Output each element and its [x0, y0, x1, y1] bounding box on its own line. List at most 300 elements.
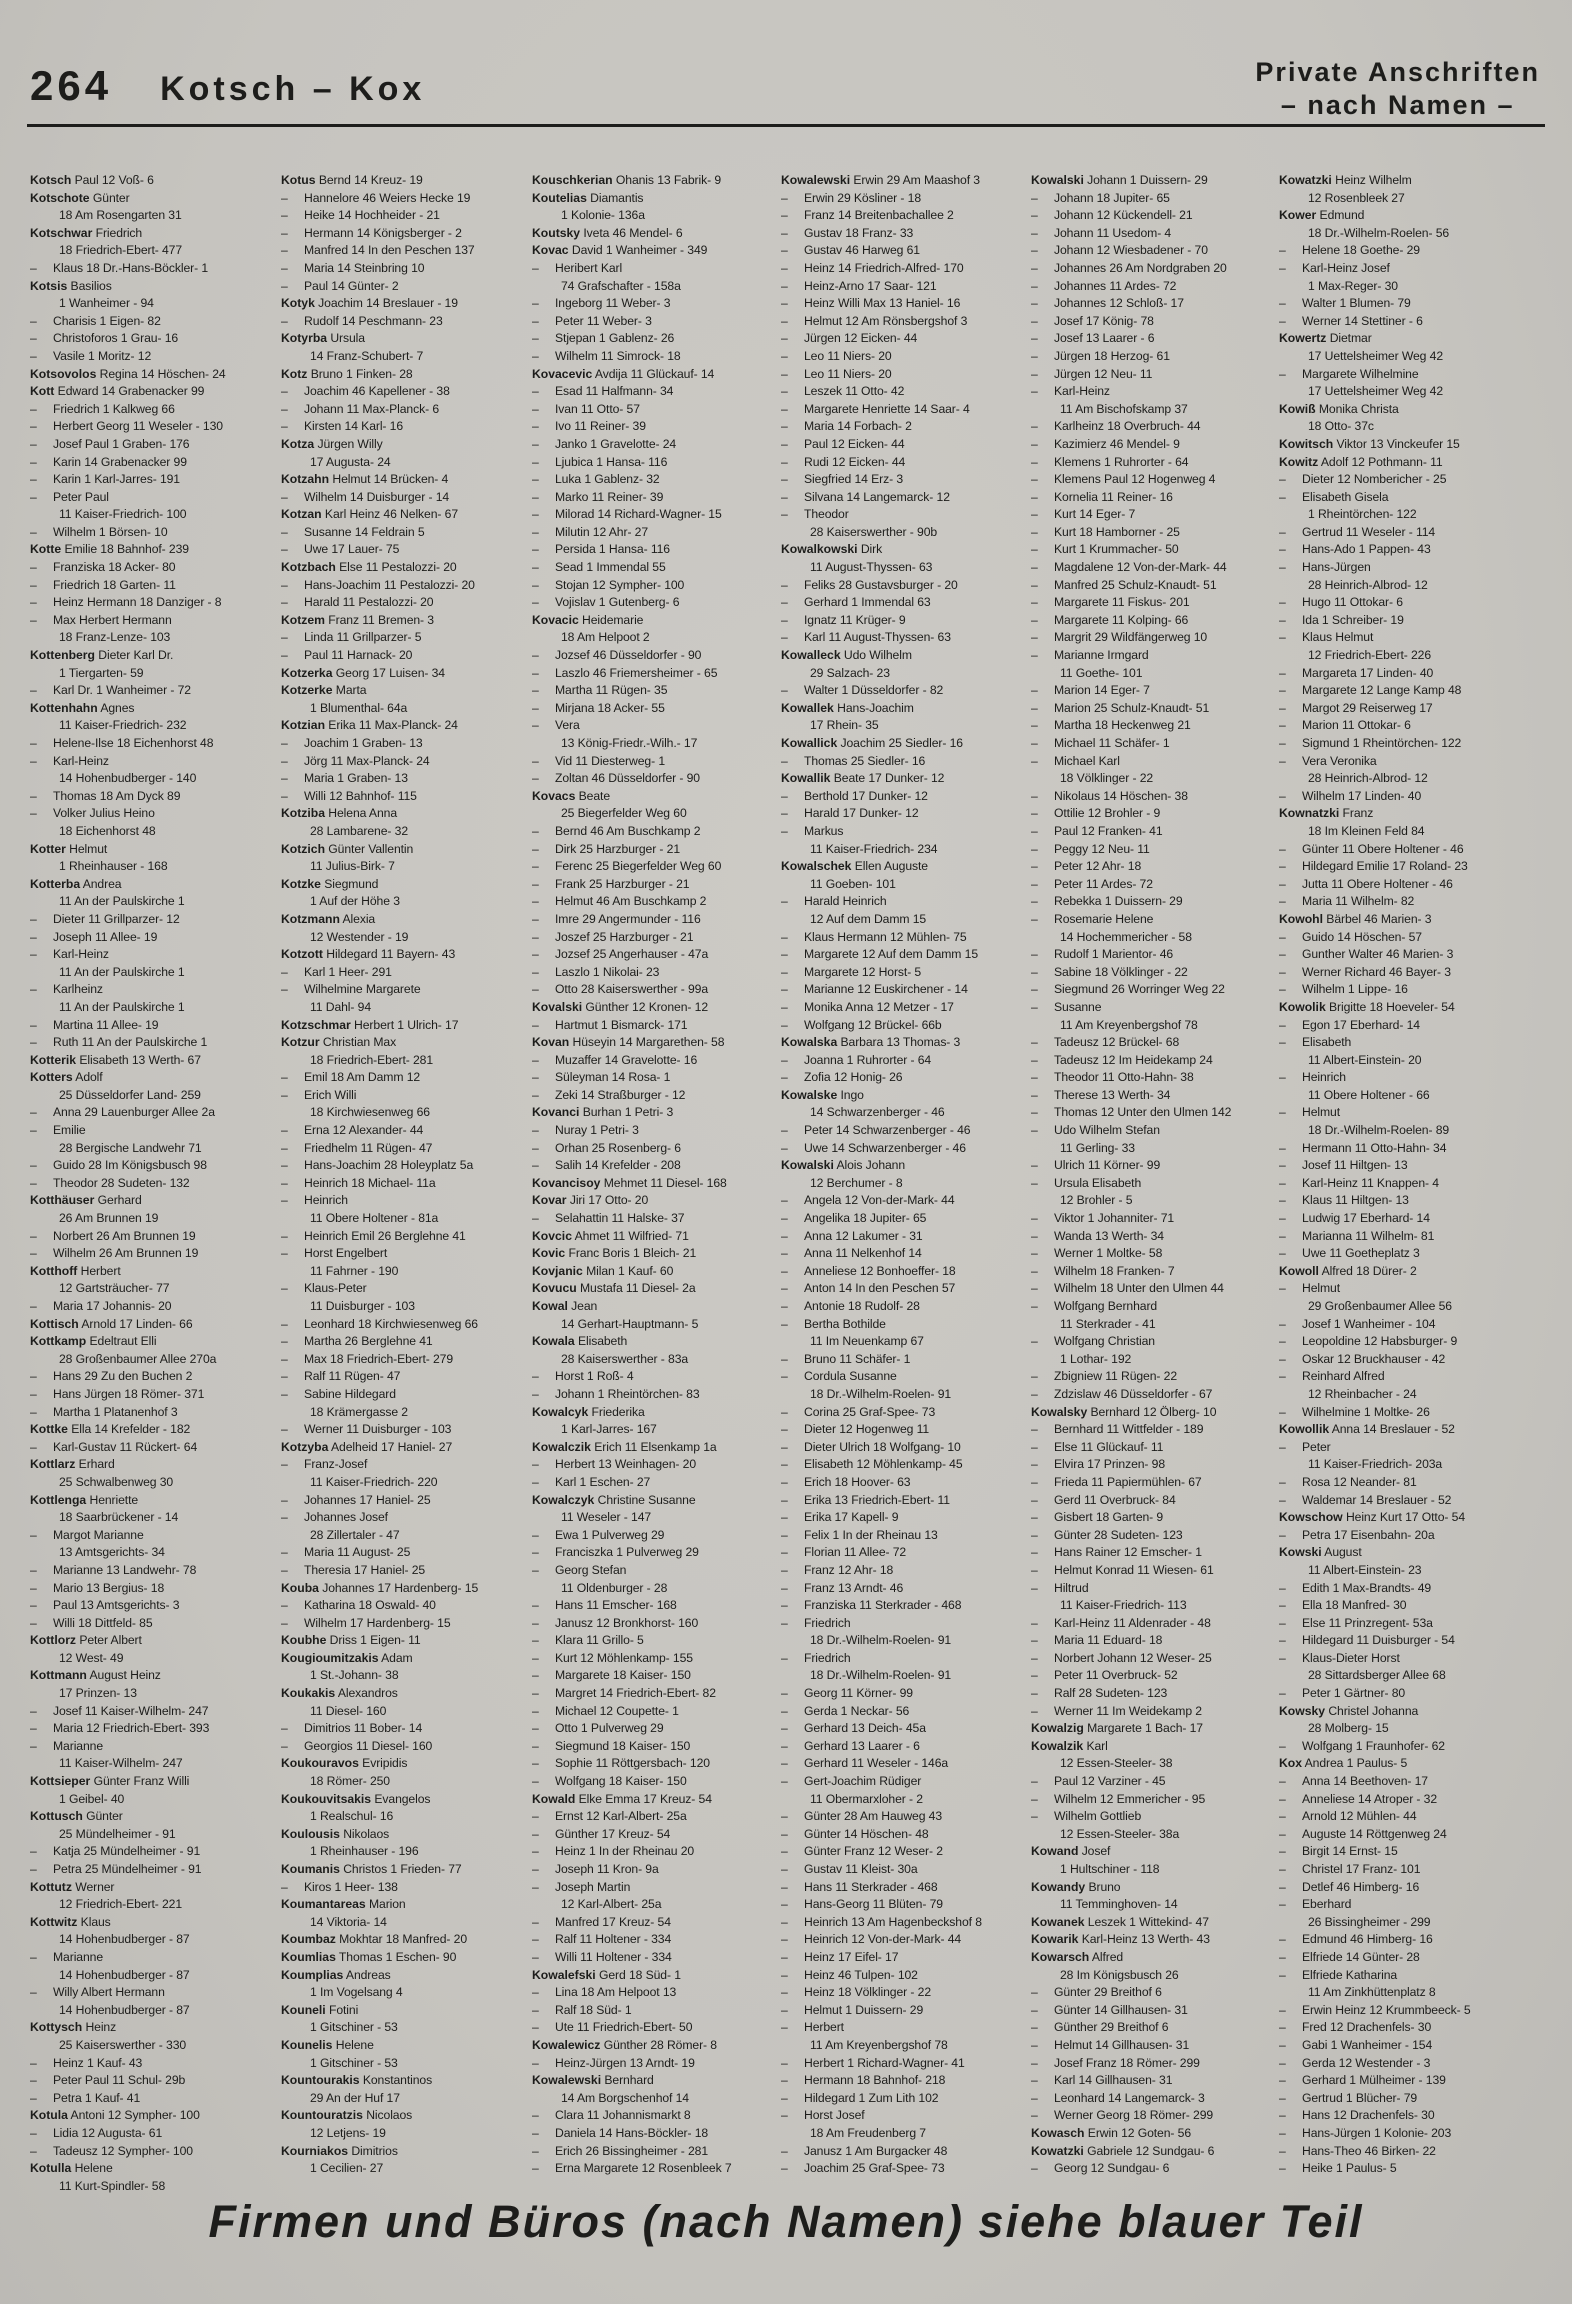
directory-entry: – Silvana 14 Langemarck- 12: [781, 489, 950, 504]
directory-entry: 1 Hultschiner - 118: [1060, 1862, 1160, 1876]
directory-entry: 11 Kaiser-Friedrich- 203a: [1308, 1457, 1443, 1472]
directory-entry: – Nikolaus 14 Höschen- 38: [1031, 788, 1188, 803]
directory-entry: – Wilhelm 26 Am Brunnen 19: [30, 1246, 199, 1261]
directory-entry: – Erwin 29 Kösliner - 18: [781, 190, 922, 205]
directory-entry: – Zofia 12 Honig- 26: [781, 1070, 903, 1085]
directory-entry: Kovalski Günther 12 Kronen- 12: [532, 999, 708, 1014]
directory-entry: – Herbert: [781, 2020, 844, 2035]
directory-entry: – Josef Paul 1 Graben- 176: [30, 436, 190, 451]
directory-entry: 17 Uettelsheimer Weg 42: [1308, 384, 1443, 399]
directory-entry: – Günter 29 Breithof 6: [1031, 1985, 1162, 2000]
directory-entry: Kowalewski Erwin 29 Am Maashof 3: [781, 173, 980, 187]
directory-entry: 11 Kurt-Spindler- 58: [59, 2178, 166, 2193]
directory-entry: 28 Sittardsberger Allee 68: [1308, 1668, 1446, 1683]
directory-entry: – Egon 17 Eberhard- 14: [1279, 1017, 1420, 1032]
directory-entry: – Karl-Heinz Josef: [1279, 260, 1390, 275]
directory-entry: – Franziska 11 Sterkrader - 468: [781, 1598, 962, 1613]
directory-entry: – Siegfried 14 Erz- 3: [781, 472, 904, 487]
directory-entry: 17 Rhein- 35: [810, 718, 879, 733]
directory-entry: – Heinrich 18 Michael- 11a: [281, 1175, 436, 1190]
directory-entry: 12 Karl-Albert- 25a: [561, 1897, 662, 1912]
directory-entry: – Hildegard 1 Zum Lith 102: [781, 2090, 939, 2105]
directory-entry: Kovacs Beate: [532, 788, 610, 803]
directory-entry: 11 Am Zinkhüttenplatz 8: [1308, 1985, 1436, 2000]
directory-entry: – Wolfgang 18 Kaiser- 150: [532, 1774, 687, 1789]
directory-entry: Kowandy Bruno: [1031, 1879, 1121, 1894]
page-number: 264: [30, 62, 113, 109]
directory-entry: – Janko 1 Gravelotte- 24: [532, 436, 677, 451]
directory-entry: – Friedrich 18 Garten- 11: [30, 577, 176, 592]
directory-entry: – Kirsten 14 Karl- 16: [281, 419, 404, 434]
directory-entry: – Ralf 11 Rügen- 47: [281, 1369, 401, 1384]
directory-entry: – Herbert 1 Richard-Wagner- 41: [781, 2055, 965, 2070]
directory-entry: – Wanda 13 Werth- 34: [1031, 1228, 1164, 1243]
directory-entry: – Paul 13 Amtsgerichts- 3: [30, 1598, 180, 1613]
directory-entry: – Johann 11 Max-Planck- 6: [281, 401, 439, 416]
directory-column: [532, 172, 778, 2178]
directory-entry: Koumbaz Mokhtar 18 Manfred- 20: [281, 1932, 467, 1947]
directory-entry: 28 Heinrich-Albrod- 12: [1308, 771, 1428, 786]
directory-entry: – Markus: [781, 823, 844, 838]
directory-entry: – Günter 14 Höschen- 48: [781, 1826, 929, 1841]
directory-entry: – Felix 1 In der Rheinau 13: [781, 1527, 938, 1542]
directory-entry: Kotula Antoni 12 Sympher- 100: [30, 2108, 200, 2123]
directory-entry: – Wolfgang Christian: [1031, 1334, 1155, 1349]
directory-entry: – Wolfgang 12 Brückel- 66b: [781, 1017, 942, 1032]
directory-entry: – Friedhelm 11 Rügen- 47: [281, 1140, 433, 1155]
directory-entry: – Kiros 1 Heer- 138: [281, 1879, 398, 1894]
page-name-range: Kotsch – Kox: [160, 70, 426, 108]
directory-entry: 18 Dr.-Wilhelm-Roelen- 56: [1308, 225, 1450, 240]
directory-entry: – Johannes 11 Ardes- 72: [1031, 278, 1177, 293]
directory-entry: Kotzmann Alexia: [281, 911, 376, 926]
directory-entry: 18 Kirchwiesenweg 66: [310, 1105, 430, 1120]
directory-entry: – Heinz Willi Max 13 Haniel- 16: [781, 296, 961, 311]
directory-entry: – Manfred 17 Kreuz- 54: [532, 1914, 671, 1929]
directory-entry: 11 Am Bischofskamp 37: [1060, 401, 1188, 416]
directory-entry: – Mirjana 18 Acker- 55: [532, 700, 665, 715]
directory-entry: – Norbert 26 Am Brunnen 19: [30, 1228, 196, 1243]
directory-entry: – Ernst 12 Karl-Albert- 25a: [532, 1809, 687, 1824]
directory-entry: – Karl 11 August-Thyssen- 63: [781, 630, 951, 645]
directory-entry: Kowarsch Alfred: [1031, 1949, 1124, 1964]
directory-entry: – Wilhelm 1 Börsen- 10: [30, 524, 168, 539]
directory-entry: – Leo 11 Niers- 20: [781, 348, 892, 363]
directory-entry: 12 Friedrich-Ebert- 221: [59, 1897, 183, 1912]
directory-entry: Kowalsky Bernhard 12 Ölberg- 10: [1031, 1404, 1217, 1419]
directory-entry: – Helmut 1 Duissern- 29: [781, 2002, 924, 2017]
directory-entry: – Hildegard 11 Duisburger - 54: [1279, 1633, 1455, 1648]
directory-entry: 1 Gitschiner - 53: [310, 2055, 398, 2070]
directory-entry: Kowalewski Bernhard: [532, 2073, 654, 2088]
directory-entry: – Johann 12 Wiesbadener - 70: [1031, 243, 1208, 258]
directory-entry: – Peter Paul: [30, 489, 109, 504]
directory-entry: Kotzerke Marta: [281, 683, 367, 698]
directory-entry: – Franz-Josef: [281, 1457, 368, 1472]
directory-entry: Kougioumitzakis Adam: [281, 1650, 413, 1665]
directory-entry: – Paul 12 Franken- 41: [1031, 823, 1163, 838]
directory-entry: 18 Dr.-Wilhelm-Roelen- 91: [810, 1386, 952, 1401]
directory-entry: 18 Römer- 250: [310, 1774, 390, 1789]
directory-entry: – Wilhelm 11 Simrock- 18: [532, 348, 681, 363]
directory-entry: – Guido 14 Höschen- 57: [1279, 929, 1422, 944]
directory-entry: Kowsky Christel Johanna: [1279, 1703, 1419, 1718]
directory-entry: – Hermann 11 Otto-Hahn- 34: [1279, 1140, 1447, 1155]
directory-entry: – Klaus Helmut: [1279, 630, 1374, 645]
directory-entry: Kotyk Joachim 14 Breslauer - 19: [281, 296, 458, 311]
directory-entry: – Karl-Gustav 11 Rückert- 64: [30, 1439, 198, 1454]
directory-entry: – Margarete Wilhelmine: [1279, 366, 1419, 381]
directory-entry: – Helmut 46 Am Buschkamp 2: [532, 894, 707, 909]
directory-entry: Kowald Elke Emma 17 Kreuz- 54: [532, 1791, 712, 1806]
directory-entry: – Johann 1 Rheintörchen- 83: [532, 1386, 700, 1401]
directory-entry: – Heinrich 13 Am Hagenbeckshof 8: [781, 1914, 982, 1929]
directory-entry: – Petra 1 Kauf- 41: [30, 2090, 141, 2105]
directory-entry: – Hans-Ado 1 Pappen- 43: [1279, 542, 1431, 557]
directory-entry: 28 Bergische Landwehr 71: [59, 1140, 202, 1155]
directory-entry: – Marianna 11 Wilhelm- 81: [1279, 1228, 1435, 1243]
directory-entry: – Ute 11 Friedrich-Ebert- 50: [532, 2020, 693, 2035]
directory-entry: 1 Im Vogelsang 4: [310, 1985, 403, 2000]
directory-entry: 11 Kaiser-Friedrich- 234: [810, 841, 938, 856]
directory-entry: Kounelis Helene: [281, 2037, 374, 2052]
directory-entry: – Johann 12 Kückendell- 21: [1031, 208, 1193, 223]
section-title: Private Anschriften: [1255, 57, 1540, 87]
directory-entry: – Johannes 17 Haniel- 25: [281, 1492, 431, 1507]
directory-entry: – Hans Jürgen 18 Römer- 371: [30, 1386, 205, 1401]
directory-entry: – Persida 1 Hansa- 116: [532, 542, 670, 557]
directory-entry: – Marion 11 Ottokar- 6: [1279, 718, 1411, 733]
directory-entry: Kowalcyk Friederika: [532, 1404, 645, 1419]
directory-entry: 18 Dr.-Wilhelm-Roelen- 91: [810, 1668, 952, 1683]
directory-entry: Kotte Emilie 18 Bahnhof- 239: [30, 542, 189, 557]
directory-entry: – Franciszka 1 Pulverweg 29: [532, 1545, 699, 1560]
directory-entry: Kovar Jiri 17 Otto- 20: [532, 1193, 649, 1208]
directory-entry: – Georg 12 Sundgau- 6: [1031, 2161, 1170, 2176]
directory-entry: – Max 18 Friedrich-Ebert- 279: [281, 1351, 454, 1366]
directory-entry: – Norbert Johann 12 Weser- 25: [1031, 1650, 1212, 1665]
directory-entry: – Horst Josef: [781, 2108, 865, 2123]
page-header-right: [1255, 56, 1540, 122]
directory-entry: – Kurt 12 Möhlenkamp- 155: [532, 1650, 693, 1665]
directory-entry: – Marion 14 Eger- 7: [1031, 683, 1150, 698]
directory-entry: – Thomas 18 Am Dyck 89: [30, 788, 181, 803]
directory-entry: – Lina 18 Am Helpoot 13: [532, 1985, 677, 2000]
directory-entry: Kowalska Barbara 13 Thomas- 3: [781, 1035, 961, 1050]
directory-entry: – Ruth 11 An der Paulskirche 1: [30, 1035, 208, 1050]
directory-entry: – Ivan 11 Otto- 57: [532, 401, 640, 416]
directory-entry: – Karl Dr. 1 Wanheimer - 72: [30, 683, 191, 698]
directory-entry: – Margarete 11 Fiskus- 201: [1031, 595, 1190, 610]
directory-entry: 1 Auf der Höhe 3: [310, 894, 400, 909]
directory-entry: – Jozsef 25 Angerhauser - 47a: [532, 947, 709, 962]
directory-entry: – Otto 1 Pulverweg 29: [532, 1721, 664, 1736]
directory-entry: – Günter 14 Gillhausen- 31: [1031, 2002, 1188, 2017]
directory-entry: Kotyrba Ursula: [281, 331, 365, 346]
directory-entry: Kox Andrea 1 Paulus- 5: [1279, 1756, 1408, 1771]
directory-entry: – Manfred 14 In den Peschen 137: [281, 243, 475, 258]
directory-entry: 11 Kaiser-Friedrich- 100: [59, 507, 187, 522]
directory-entry: 11 An der Paulskirche 1: [59, 999, 185, 1014]
directory-entry: – Maria 12 Friedrich-Ebert- 393: [30, 1721, 210, 1736]
directory-entry: – Bernhard 11 Wittfelder - 189: [1031, 1422, 1204, 1437]
directory-entry: – Milorad 14 Richard-Wagner- 15: [532, 507, 722, 522]
directory-entry: – Dieter 11 Grillparzer- 12: [30, 911, 180, 926]
directory-entry: – Theodor 28 Sudeten- 132: [30, 1175, 190, 1190]
directory-entry: – Ralf 28 Sudeten- 123: [1031, 1686, 1168, 1701]
directory-entry: – Wilhelm 18 Unter den Ulmen 44: [1031, 1281, 1224, 1296]
directory-entry: – Gertrud 11 Weseler - 114: [1279, 524, 1436, 539]
directory-entry: Kottlarz Erhard: [30, 1457, 115, 1472]
directory-entry: – Peter 14 Schwarzenberger - 46: [781, 1123, 971, 1138]
directory-entry: 11 Obere Holtener - 66: [1308, 1087, 1430, 1102]
directory-entry: 1 Gitschiner - 53: [310, 2020, 398, 2035]
directory-entry: – Leonhard 14 Langemarck- 3: [1031, 2090, 1205, 2105]
directory-entry: – Werner 11 Duisburger - 103: [281, 1422, 452, 1437]
directory-entry: – Ferenc 25 Biegerfelder Weg 60: [532, 859, 722, 874]
directory-entry: – Selahattin 11 Halske- 37: [532, 1211, 685, 1226]
directory-entry: Kowatzki Heinz Wilhelm: [1279, 173, 1412, 187]
directory-entry: 18 Franz-Lenze- 103: [59, 630, 171, 645]
directory-entry: Kownatzki Franz: [1279, 806, 1374, 821]
directory-entry: 11 Temminghoven- 14: [1060, 1897, 1178, 1912]
directory-entry: – Hartmut 1 Bismarck- 171: [532, 1017, 688, 1032]
directory-entry: Kotsch Paul 12 Voß- 6: [30, 173, 154, 187]
directory-entry: Kowalczik Erich 11 Elsenkamp 1a: [532, 1439, 717, 1454]
directory-entry: 11 An der Paulskirche 1: [59, 964, 185, 979]
directory-entry: – Maria 14 Forbach- 2: [781, 419, 912, 434]
directory-entry: – Maria 11 Eduard- 18: [1031, 1633, 1163, 1648]
directory-entry: – Oskar 12 Bruckhauser - 42: [1279, 1351, 1446, 1366]
directory-entry: – Karl-Heinz: [1031, 384, 1110, 399]
directory-entry: Kowalschek Ellen Auguste: [781, 859, 928, 874]
directory-entry: Koutsky Iveta 46 Mendel- 6: [532, 225, 683, 240]
directory-entry: – Emilie: [30, 1123, 86, 1138]
directory-entry: 11 Oldenburger - 28: [561, 1580, 668, 1595]
directory-entry: Kotzbach Else 11 Pestalozzi- 20: [281, 560, 457, 575]
directory-entry: Kowohl Bärbel 46 Marien- 3: [1279, 911, 1432, 926]
directory-entry: – Wilhelm 1 Lippe- 16: [1279, 982, 1408, 997]
directory-entry: – Daniela 14 Hans-Böckler- 18: [532, 2125, 709, 2140]
directory-entry: Kotzott Hildegard 11 Bayern- 43: [281, 947, 456, 962]
directory-entry: – Sabine Hildegard: [281, 1386, 396, 1401]
directory-entry: – Rudolf 1 Marientor- 46: [1031, 947, 1174, 962]
directory-entry: Koukouravos Evripidis: [281, 1756, 408, 1771]
directory-entry: Kovcic Ahmet 11 Wilfried- 71: [532, 1228, 689, 1243]
directory-entry: – Georgios 11 Diesel- 160: [281, 1738, 433, 1753]
directory-entry: 1 St.-Johann- 38: [310, 1668, 399, 1683]
directory-entry: – Margrit 29 Wildfängerweg 10: [1031, 630, 1208, 645]
directory-entry: – Horst 1 Roß- 4: [532, 1369, 634, 1384]
directory-entry: – Werner 11 Im Weidekamp 2: [1031, 1703, 1202, 1718]
directory-entry: – Angela 12 Von-der-Mark- 44: [781, 1193, 955, 1208]
directory-entry: – Ella 18 Manfred- 30: [1279, 1598, 1407, 1613]
header-rule: [27, 124, 1545, 127]
directory-entry: – Gerda 12 Westender - 3: [1279, 2055, 1431, 2070]
directory-entry: – Esad 11 Halfmann- 34: [532, 384, 674, 399]
directory-entry: Kovanci Burhan 1 Petri- 3: [532, 1105, 674, 1120]
directory-entry: – Willy Albert Hermann: [30, 1985, 165, 2000]
directory-entry: Kowalewicz Günther 28 Römer- 8: [532, 2037, 717, 2052]
directory-entry: – Ralf 18 Süd- 1: [532, 2002, 632, 2017]
directory-entry: – Thomas 12 Unter den Ulmen 142: [1031, 1105, 1232, 1120]
directory-entry: Kowoll Alfred 18 Dürer- 2: [1279, 1263, 1417, 1278]
directory-entry: – Heike 14 Hochheider - 21: [281, 208, 440, 223]
directory-entry: Kowallik Beate 17 Dunker- 12: [781, 771, 945, 786]
directory-entry: – Marianne 13 Landwehr- 78: [30, 1562, 197, 1577]
directory-entry: – Johannes 12 Schloß- 17: [1031, 296, 1184, 311]
directory-entry: – Maria 11 August- 25: [281, 1545, 411, 1560]
directory-entry: – Michael 12 Coupette- 1: [532, 1703, 679, 1718]
directory-entry: 28 Kaiserswerther - 90b: [810, 524, 938, 539]
directory-entry: 29 An der Huf 17: [310, 2090, 400, 2105]
directory-entry: – Rudi 12 Eicken- 44: [781, 454, 906, 469]
directory-entry: – Hans-Georg 11 Blüten- 79: [781, 1897, 943, 1912]
directory-entry: – Johann 11 Usedom- 4: [1031, 225, 1172, 240]
directory-entry: Kowalske Ingo: [781, 1087, 864, 1102]
directory-entry: 1 Rheintörchen- 122: [1308, 507, 1417, 522]
directory-entry: – Hans-Joachim 11 Pestalozzi- 20: [281, 577, 475, 592]
directory-entry: 11 Albert-Einstein- 20: [1308, 1052, 1422, 1067]
directory-entry: Kotziba Helena Anna: [281, 806, 397, 821]
directory-entry: Kottwitz Klaus: [30, 1914, 111, 1929]
directory-entry: – Elvira 17 Prinzen- 98: [1031, 1457, 1166, 1472]
directory-entry: – Jürgen 12 Eicken- 44: [781, 331, 918, 346]
directory-entry: – Walter 1 Düsseldorfer - 82: [781, 683, 944, 698]
directory-entry: Kotter Helmut: [30, 841, 108, 856]
directory-entry: – Margot Marianne: [30, 1527, 144, 1542]
directory-entry: 18 Dr.-Wilhelm-Roelen- 91: [810, 1633, 952, 1648]
directory-entry: – Maria 14 Steinbring 10: [281, 260, 425, 275]
directory-entry: – Linda 11 Grillparzer- 5: [281, 630, 422, 645]
directory-entry: 18 Am Rosengarten 31: [59, 208, 182, 223]
directory-entry: – Joachim 46 Kapellener - 38: [281, 384, 450, 399]
directory-entry: – Rebekka 1 Duissern- 29: [1031, 894, 1183, 909]
directory-entry: – Heinz-Arno 17 Saar- 121: [781, 278, 937, 293]
directory-entry: 11 Gerling- 33: [1060, 1140, 1135, 1155]
directory-entry: 14 Am Borgschenhof 14: [561, 2090, 689, 2105]
directory-entry: Kovic Franc Boris 1 Bleich- 21: [532, 1246, 697, 1261]
directory-entry: – Magdalene 12 Von-der-Mark- 44: [1031, 560, 1227, 575]
directory-entry: – Wilhelm 18 Franken- 7: [1031, 1263, 1175, 1278]
directory-entry: – Wilhelm Gottlieb: [1031, 1809, 1142, 1824]
directory-entry: 12 Berchumer - 8: [810, 1175, 903, 1190]
directory-column: [281, 172, 527, 2178]
directory-entry: – Helmut: [1279, 1281, 1341, 1296]
directory-entry: – Anna 14 Beethoven- 17: [1279, 1774, 1428, 1789]
directory-entry: – Peter 12 Ahr- 18: [1031, 859, 1142, 874]
directory-entry: – Otto 28 Kaiserswerther - 99a: [532, 982, 709, 997]
directory-entry: – Imre 29 Angermunder - 116: [532, 911, 701, 926]
directory-entry: – Klaus 18 Dr.-Hans-Böckler- 1: [30, 260, 209, 275]
directory-entry: Kowala Elisabeth: [532, 1334, 628, 1349]
directory-entry: – Friedrich 1 Kalkweg 66: [30, 401, 175, 416]
directory-entry: – Gerd 11 Overbruck- 84: [1031, 1492, 1176, 1507]
directory-entry: – Heinz 1 In der Rheinau 20: [532, 1844, 695, 1859]
directory-entry: Kottisch Arnold 17 Linden- 66: [30, 1316, 193, 1331]
directory-entry: – Anton 14 In den Peschen 57: [781, 1281, 956, 1296]
directory-entry: – Fred 12 Drachenfels- 30: [1279, 2020, 1432, 2035]
directory-entry: Kovancisoy Mehmet 11 Diesel- 168: [532, 1175, 727, 1190]
directory-entry: – Leo 11 Niers- 20: [781, 366, 892, 381]
directory-entry: 18 Am Freudenberg 7: [810, 2125, 926, 2140]
directory-entry: Kovjanic Milan 1 Kauf- 60: [532, 1263, 674, 1278]
section-subtitle: – nach Namen –: [1280, 90, 1515, 120]
directory-entry: 28 Heinrich-Albrod- 12: [1308, 577, 1428, 592]
directory-entry: – Elisabeth Gisela: [1279, 489, 1389, 504]
directory-entry: – Ignatz 11 Krüger- 9: [781, 612, 906, 627]
directory-entry: – Tadeusz 12 Im Heidekamp 24: [1031, 1052, 1213, 1067]
directory-entry: – Maria 17 Johannis- 20: [30, 1299, 172, 1313]
directory-entry: – Gustav 46 Harweg 61: [781, 243, 920, 258]
directory-entry: 18 Otto- 37c: [1308, 419, 1374, 434]
directory-entry: – Anna 12 Lakumer - 31: [781, 1228, 923, 1243]
directory-entry: Koumanis Christos 1 Frieden- 77: [281, 1862, 462, 1876]
directory-entry: Kowski August: [1279, 1545, 1362, 1560]
directory-entry: Kowalczyk Christine Susanne: [532, 1492, 696, 1507]
directory-entry: – Salih 14 Krefelder - 208: [532, 1158, 681, 1173]
directory-entry: Kotzke Siegmund: [281, 876, 379, 891]
directory-entry: 1 Realschul- 16: [310, 1809, 394, 1824]
directory-entry: 18 Völklinger - 22: [1060, 771, 1154, 786]
directory-entry: Kouschkerian Ohanis 13 Fabrik- 9: [532, 173, 722, 187]
directory-entry: – Laszlo 46 Friemersheimer - 65: [532, 665, 718, 680]
directory-entry: – Zoltan 46 Düsseldorfer - 90: [532, 771, 700, 786]
directory-entry: Kotzan Karl Heinz 46 Nelken- 67: [281, 507, 458, 522]
directory-entry: Kowalzik Karl: [1031, 1738, 1108, 1753]
directory-entry: 25 Düsseldorfer Land- 259: [59, 1087, 201, 1102]
directory-entry: Kotzich Günter Vallentin: [281, 841, 414, 856]
directory-entry: – Hans-Theo 46 Birken- 22: [1279, 2143, 1436, 2158]
directory-entry: – Karin 1 Karl-Jarres- 191: [30, 472, 180, 487]
directory-entry: 14 Hohenbudberger - 87: [59, 2002, 190, 2017]
directory-entry: – Reinhard Alfred: [1279, 1369, 1385, 1384]
directory-entry: – Gert-Joachim Rüdiger: [781, 1774, 922, 1789]
directory-entry: – Uwe 11 Goetheplatz 3: [1279, 1246, 1420, 1261]
directory-entry: 12 Rosenbleek 27: [1308, 190, 1405, 205]
directory-entry: – Gustav 18 Franz- 33: [781, 225, 914, 240]
directory-entry: 28 Im Königsbusch 26: [1060, 1967, 1179, 1982]
directory-entry: Kourniakos Dimitrios: [281, 2143, 398, 2158]
directory-entry: – Karl-Heinz: [30, 753, 109, 768]
directory-entry: – Hans 11 Emscher- 168: [532, 1598, 677, 1613]
directory-entry: – Joszef 25 Harzburger - 21: [532, 929, 694, 944]
directory-entry: – Guido 28 Im Königsbusch 98: [30, 1158, 207, 1173]
directory-entry: – Karl 14 Gillhausen- 31: [1031, 2073, 1173, 2088]
directory-entry: 14 Viktoria- 14: [310, 1914, 387, 1929]
directory-entry: 18 Im Kleinen Feld 84: [1308, 823, 1425, 838]
directory-entry: – Theodor: [781, 507, 849, 522]
directory-entry: – Laszlo 1 Nikolai- 23: [532, 964, 660, 979]
directory-entry: – Orhan 25 Rosenberg- 6: [532, 1140, 681, 1155]
directory-entry: – Marko 11 Reiner- 39: [532, 489, 664, 504]
directory-entry: – Erich 26 Bissingheimer - 281: [532, 2143, 709, 2158]
directory-entry: – Karl-Heinz 11 Aldenrader - 48: [1031, 1615, 1211, 1630]
directory-entry: – Harald 17 Dunker- 12: [781, 806, 919, 821]
directory-entry: Kotterba Andrea: [30, 876, 122, 891]
directory-entry: – Josef 1 Wanheimer - 104: [1279, 1316, 1436, 1331]
directory-entry: – Herbert Georg 11 Weseler - 130: [30, 419, 223, 434]
directory-entry: 1 Wanheimer - 94: [59, 296, 154, 311]
directory-entry: – Werner 14 Stettiner - 6: [1279, 313, 1423, 328]
directory-entry: Kotterik Elisabeth 13 Werth- 67: [30, 1052, 201, 1067]
directory-entry: – Ottilie 12 Brohler - 9: [1031, 806, 1161, 821]
directory-entry: Kotzschmar Herbert 1 Ulrich- 17: [281, 1017, 459, 1032]
directory-entry: – Anna 11 Nelkenhof 14: [781, 1246, 922, 1261]
directory-entry: – Jutta 11 Obere Holtener - 46: [1279, 876, 1453, 891]
directory-entry: – Hugo 11 Ottokar- 6: [1279, 595, 1403, 610]
directory-entry: – Auguste 14 Röttgenweg 24: [1279, 1826, 1447, 1841]
